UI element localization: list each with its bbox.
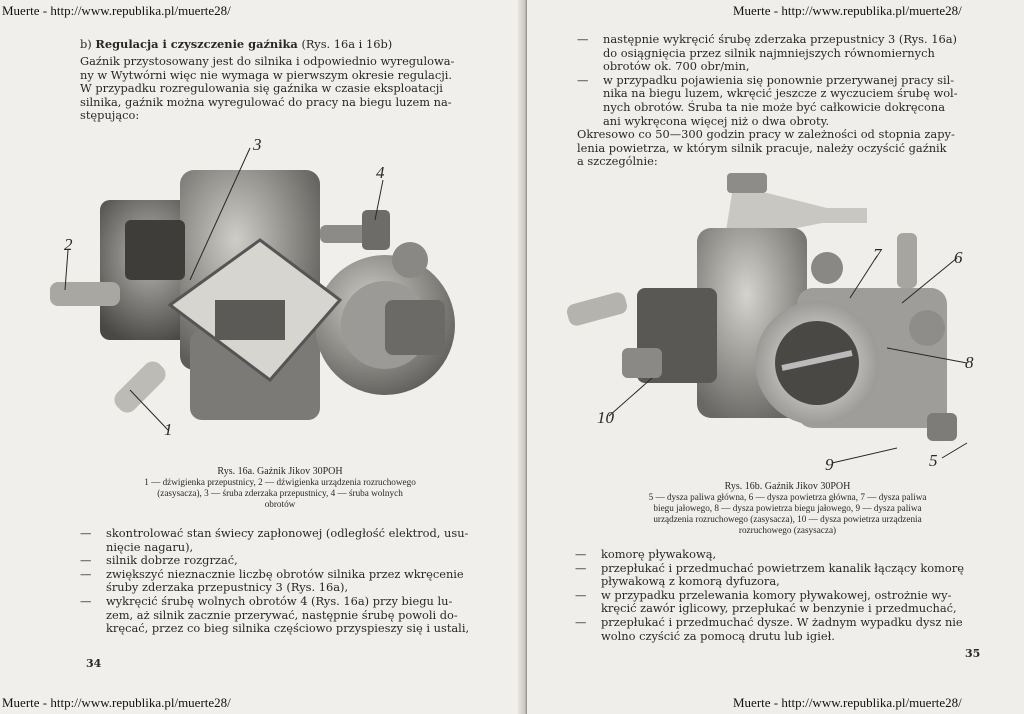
carburetor-photo-16b: [567, 168, 987, 478]
list-line: kręcić zawór iglicowy, przepłukać w benzynie i przedmuchać,: [601, 601, 957, 616]
list-line: nika na biegu luzem, wkręcić jeszcze z wyczuciem śrubę wol-: [603, 86, 958, 101]
list-line: kręcać, przez co bieg silnika częściowo przyspieszy się i ustali,: [106, 621, 470, 636]
heading-prefix: b): [80, 37, 92, 51]
list-line: nych obrotów. Śruba ta nie może być całkowicie dokręcona: [603, 99, 946, 114]
text-line: Gaźnik przystosowany jest do silnika i odpowiednio wyregulowa-: [80, 54, 455, 68]
list-line: — wykręcić śrubę wolnych obrotów 4 (Rys. 16a) przy biegu lu-: [106, 593, 453, 608]
list-item: [80, 595, 485, 636]
list-line: — zwiększyć nieznacznie liczbę obrotów silnika przez wkręcenie: [106, 566, 464, 581]
figure-label: 7: [873, 245, 882, 264]
figure-label: 2: [64, 235, 73, 254]
list-line: — komorę pływakową,: [601, 547, 717, 561]
list-item: [575, 548, 985, 562]
list-item: [80, 568, 485, 595]
list-line: — silnik dobrze rozgrzać,: [106, 553, 238, 568]
list-line: ani wykręcona więcej niż o dwa obroty.: [603, 113, 830, 128]
text-line: W przypadku rozregulowania się gaźnika w czasie eksploatacji: [80, 81, 443, 95]
intro-paragraph: [80, 55, 480, 123]
list-item: [577, 74, 982, 128]
list-line: — przepłukać i przedmuchać powietrzem kanalik łączący komorę: [601, 560, 964, 575]
text-line: a szczególnie:: [577, 154, 658, 168]
list-item: [80, 554, 485, 568]
list-line: wolno czyścić za pomocą drutu lub igieł.: [601, 628, 835, 643]
figure-label: 5: [929, 451, 938, 470]
figure-label: 3: [253, 135, 262, 154]
text-line: ny w Wytwórni więc nie wymaga w pierwszym okresie regulacji.: [80, 67, 453, 82]
figure-label: 4: [376, 163, 385, 182]
figure-label: 8: [965, 353, 974, 372]
list-line: — w przypadku przelewania komory pływakowej, ostrożnie wy-: [601, 587, 952, 602]
list-line: obrotów ok. 700 obr/min,: [603, 59, 750, 74]
caption-line: (zasysacza), 3 — śruba zderzaka przepustnicy, 4 — śruba wolnych: [157, 488, 403, 498]
list-item: [80, 527, 485, 554]
caption-title: Rys. 16b. Gaźnik Jikov 30POH: [724, 481, 851, 492]
list-line: — skontrolować stan świecy zapłonowej (odległość elektrod, usu-: [106, 526, 469, 540]
list-line: nięcie nagaru),: [106, 539, 194, 554]
list-item: [575, 562, 985, 589]
watermark-bottom-right[interactable]: Muerte - http://www.republika.pl/muerte28/: [733, 695, 962, 710]
procedure-list-continued: [577, 33, 982, 128]
carburetor-photo-16a: [40, 130, 490, 460]
list-item: [575, 616, 985, 643]
figure-caption-16a: [70, 466, 490, 510]
section-heading: [80, 38, 480, 52]
figure-label: 10: [597, 408, 614, 427]
procedure-list: [80, 527, 485, 636]
list-line: pływakową z komorą dyfuzora,: [601, 574, 780, 589]
figure-label: 1: [164, 420, 173, 439]
cleaning-paragraph: [577, 128, 997, 169]
caption-line: 1 — dźwigienka przepustnicy, 2 — dźwigienka urządzenia rozruchowego: [144, 477, 416, 487]
watermark-bottom-left[interactable]: Muerte - http://www.republika.pl/muerte28/: [2, 695, 231, 710]
text-line: lenia powietrza, w którym silnik pracuje, należy oczyścić gaźnik: [577, 140, 947, 155]
caption-title: Rys. 16a. Gaźnik Jikov 30POH: [217, 466, 343, 477]
list-line: — następnie wykręcić śrubę zderzaka przepustnicy 3 (Rys. 16a): [603, 32, 957, 46]
text-line: Okresowo co 50—300 godzin pracy w zależności od stopnia zapy-: [577, 127, 955, 141]
text-line: stępująco:: [80, 108, 140, 122]
caption-line: 5 — dysza paliwa główna, 6 — dysza powietrza główna, 7 — dysza paliwa: [648, 492, 927, 502]
heading-title: Regulacja i czyszczenie gaźnika: [95, 37, 298, 51]
list-line: — w przypadku pojawienia się ponownie przerywanej pracy sil-: [603, 72, 955, 87]
carburetor-body: [50, 170, 455, 420]
list-item: [577, 33, 982, 74]
caption-line: urządzenia rozruchowego (zasysacza), 10 — dysza powietrza urządzenia: [653, 514, 922, 524]
watermark-top-left[interactable]: Muerte - http://www.republika.pl/muerte28/: [2, 3, 231, 18]
cleaning-list: [575, 548, 985, 643]
caption-line: biegu jałowego, 8 — dysza powietrza biegu jałowego, 9 — dysza paliwa: [653, 503, 922, 513]
list-line: zem, aż silnik zacznie przerywać, następnie śrubę powoli do-: [106, 607, 458, 622]
list-line: — przepłukać i przedmuchać dysze. W żadnym wypadku dysz nie: [601, 614, 963, 629]
list-item: [575, 589, 985, 616]
page-number: 34: [86, 657, 102, 670]
figure-caption-16b: [575, 481, 1000, 536]
page-number: 35: [965, 647, 981, 660]
watermark-top-right[interactable]: Muerte - http://www.republika.pl/muerte28/: [733, 3, 962, 18]
list-line: do osiągnięcia przez silnik najmniejszych równomiernych: [603, 45, 935, 60]
caption-line: rozruchowego (zasysacza): [738, 525, 837, 535]
text-line: silnika, gaźnik można wyregulować do pracy na biegu luzem na-: [80, 94, 452, 109]
figure-label: 9: [825, 455, 834, 474]
right-page: [527, 0, 1024, 714]
heading-ref: (Rys. 16a i 16b): [301, 37, 393, 51]
list-line: śruby zderzaka przepustnicy 3 (Rys. 16a),: [106, 580, 349, 595]
caption-line: obrotów: [264, 499, 296, 509]
figure-label: 6: [954, 248, 963, 267]
